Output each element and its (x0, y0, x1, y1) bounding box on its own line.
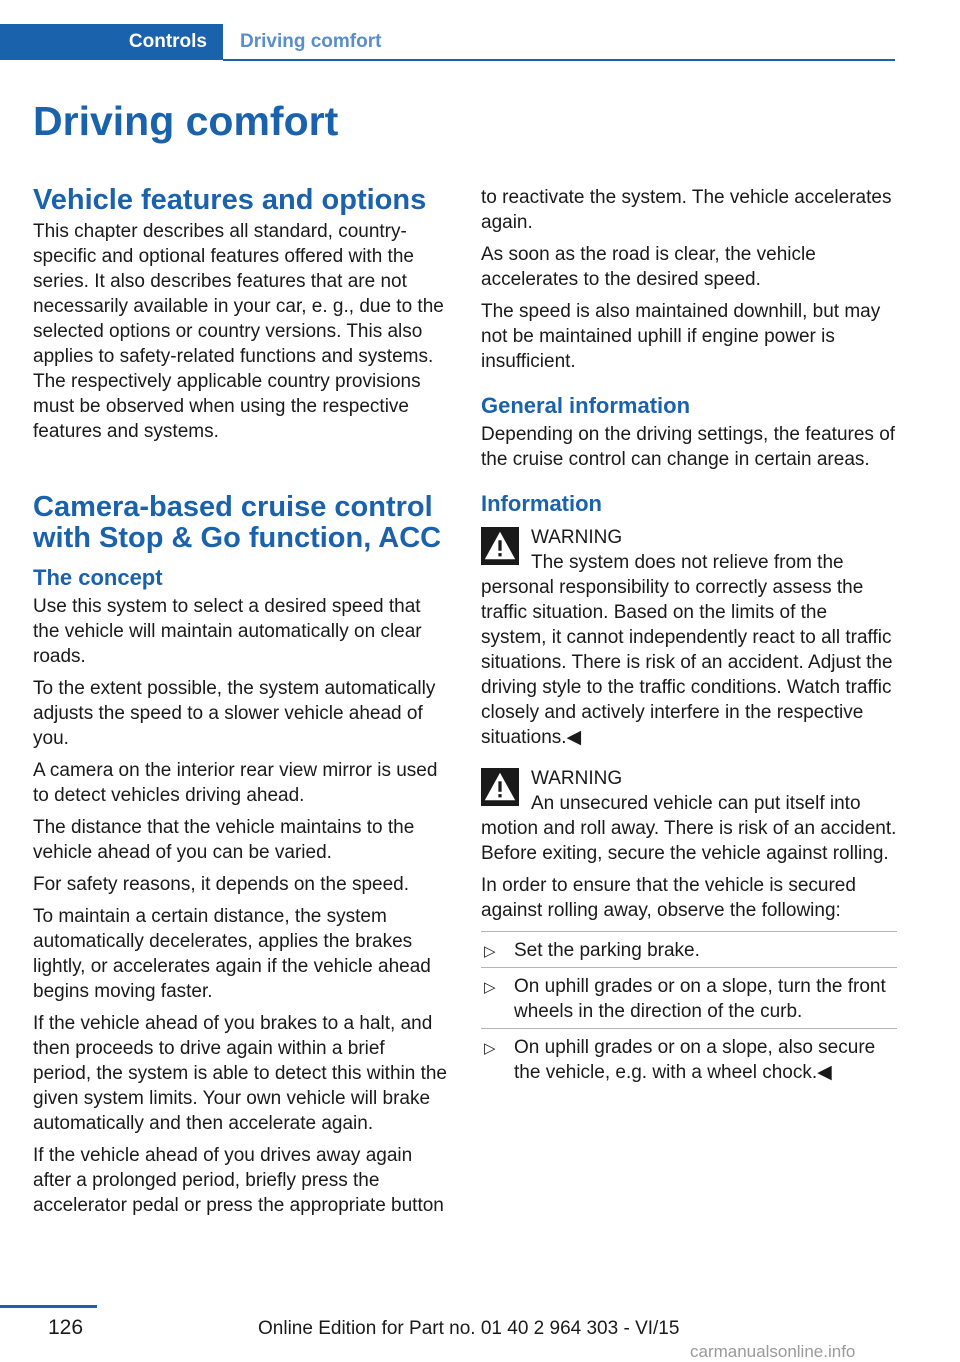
warning-label: WARNING (531, 768, 623, 789)
heading-information: Information (481, 491, 602, 516)
paragraph: The speed is also maintained downhill, but may not be maintained uphill if engine power is insufficient. (481, 301, 881, 372)
triangle-bullet-icon: ▷ (484, 943, 496, 960)
paragraph: The distance that the vehicle maintains to the vehicle ahead of you can be varied. (33, 817, 415, 863)
paragraph: For safety reasons, it depends on the speed. (33, 874, 410, 895)
warning-triangle-icon (481, 768, 519, 806)
warning-block (481, 525, 897, 750)
footer-edition: Online Edition for Part no. 01 40 2 964 303 - VI/15 (258, 1318, 680, 1339)
heading-vehicle-features: Vehicle features and options (33, 184, 427, 216)
header-section-tab: Controls (0, 24, 223, 60)
list-item-text: On uphill grades or on a slope, turn the front wheels in the direction of the curb. (514, 976, 886, 1022)
footer-divider (0, 1305, 97, 1308)
page-number: 126 (48, 1316, 84, 1339)
warning-triangle-icon (481, 527, 519, 565)
list-item (481, 967, 897, 1028)
heading-concept: The concept (33, 565, 163, 590)
warning-text-first-line: The system does not relieve from the (531, 552, 844, 573)
list-item (481, 931, 897, 967)
warning-block (481, 766, 897, 866)
warning-text: personal responsibility to correctly assess the traffic situation. Based on the limits of the system, it cannot independently react to all traffic situations. There is risk of an accident. Adjust the driving style to the traffic conditions. Watch traffic closely and actively interfere in the respective situations.◀ (481, 577, 893, 748)
bullet-list (481, 931, 897, 1089)
right-column (481, 185, 897, 1089)
paragraph-features: This chapter describes all standard, country-specific and optional features offered with the series. It also describes features that are not necessarily available in your car, e. g., due to the selected options or country versions. This also applies to safety-related functions and systems. The respectively applicable country provisions must be observed when using the respective features and systems. (33, 221, 444, 442)
left-column (33, 185, 448, 1225)
paragraph-ensure: In order to ensure that the vehicle is secured against rolling away, observe the following: (481, 875, 856, 921)
paragraph: If the vehicle ahead of you brakes to a halt, and then proceeds to drive again within a brief period, the system is able to detect this within the given system limits. Your own vehicle will brake automatically and then accelerate again. (33, 1013, 447, 1134)
warning-text-first-line: An unsecured vehicle can put itself into (531, 793, 861, 814)
heading-general-information: General information (481, 393, 691, 418)
heading-acc: Camera-based cruise control with Stop & Go function, ACC (33, 491, 442, 554)
paragraph-general: Depending on the driving settings, the features of the cruise control can change in certain areas. (481, 424, 896, 470)
paragraph: To maintain a certain distance, the system automatically decelerates, applies the brakes lightly, or accelerates again if the vehicle ahead begins moving faster. (33, 906, 431, 1002)
paragraph: If the vehicle ahead of you drives away again after a prolonged period, briefly press the accelerator pedal or press the appropriate button (33, 1145, 444, 1216)
warning-text: motion and roll away. There is risk of an accident. Before exiting, secure the vehicle against rolling. (481, 818, 897, 864)
header-subsection-tab: Driving comfort (240, 31, 382, 52)
paragraph: As soon as the road is clear, the vehicle accelerates to the desired speed. (481, 244, 816, 290)
triangle-bullet-icon: ▷ (484, 1040, 496, 1057)
footer-watermark: carmanualsonline.info (690, 1342, 856, 1361)
list-item-text: On uphill grades or on a slope, also secure the vehicle, e.g. with a wheel chock.◀ (514, 1037, 876, 1083)
warning-label: WARNING (531, 527, 623, 548)
header-divider (223, 59, 895, 61)
paragraph: A camera on the interior rear view mirror is used to detect vehicles driving ahead. (33, 760, 438, 806)
paragraph: To the extent possible, the system automatically adjusts the speed to a slower vehicle ahead of you. (33, 678, 436, 749)
page-title: Driving comfort (33, 98, 339, 144)
paragraph: Use this system to select a desired speed that the vehicle will maintain automatically on clear roads. (33, 596, 422, 667)
paragraph: to reactivate the system. The vehicle accelerates again. (481, 187, 892, 233)
list-item (481, 1028, 897, 1089)
triangle-bullet-icon: ▷ (484, 979, 496, 996)
page-header (0, 24, 895, 62)
list-item-text: Set the parking brake. (514, 940, 700, 961)
